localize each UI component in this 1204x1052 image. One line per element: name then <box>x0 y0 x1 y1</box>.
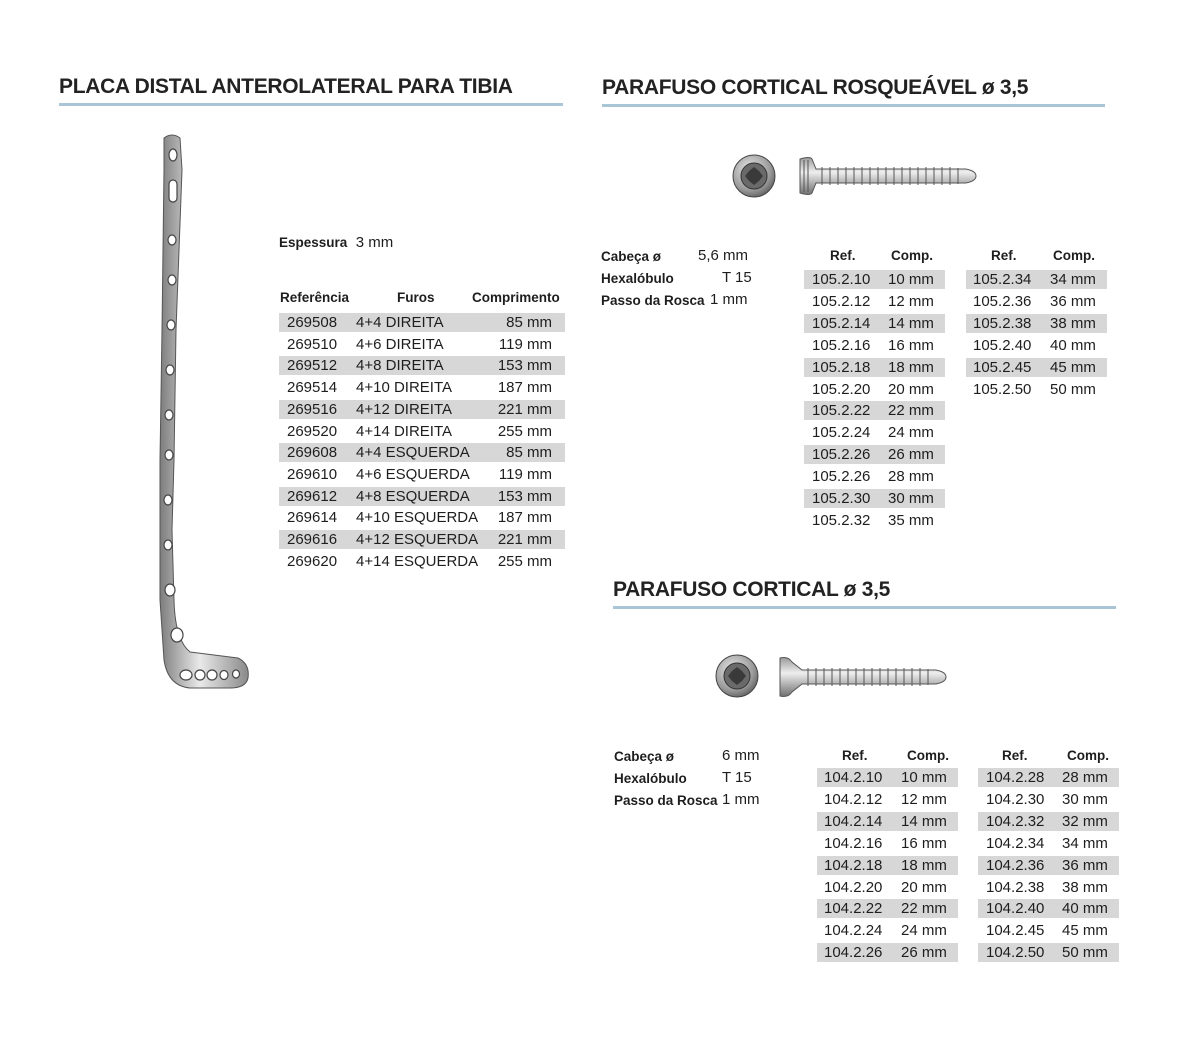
cortical-cell-ref: 104.2.32 <box>986 812 1045 830</box>
cortical-cell-comp: 16 mm <box>901 834 947 852</box>
cortical-cell-ref: 104.2.18 <box>824 856 883 874</box>
plate-table-row <box>279 378 565 397</box>
plate-cell-reference: 269610 <box>287 465 338 483</box>
plate-cell-holes: 4+14 DIREITA <box>356 422 453 440</box>
plate-table-row <box>279 443 565 462</box>
locking-col2-row <box>966 358 1107 377</box>
plate-cell-length: 85 mm <box>506 444 552 462</box>
plate-cell-length: 119 mm <box>498 335 552 353</box>
cortical-screw-side-image <box>778 656 948 698</box>
cortical-cell-ref: 104.2.38 <box>986 878 1045 896</box>
plate-table-row <box>279 508 565 527</box>
plate-header-holes: Furos <box>397 290 435 305</box>
locking-cell-ref: 105.2.22 <box>812 402 871 420</box>
plate-cell-holes: 4+6 DIREITA <box>356 335 444 353</box>
locking-cell-comp: 50 mm <box>1050 380 1096 398</box>
plate-table-row <box>279 422 565 441</box>
locking-cell-ref: 105.2.32 <box>812 511 871 529</box>
plate-cell-holes: 4+4 ESQUERDA <box>356 444 470 462</box>
cortical-spec-head-label: Cabeça ø <box>614 749 675 764</box>
plate-title: PLACA DISTAL ANTEROLATERAL PARA TIBIA <box>59 75 513 98</box>
cortical-col1-row <box>817 768 958 787</box>
cortical-screw-head-image <box>715 654 759 698</box>
locking-cell-ref: 105.2.34 <box>973 271 1032 288</box>
plate-table-row <box>279 552 565 571</box>
plate-header-reference: Referência <box>280 290 350 305</box>
locking-spec-pitch-label: Passo da Rosca <box>601 293 705 308</box>
locking-cell-comp: 22 mm <box>888 402 934 420</box>
plate-cell-holes: 4+6 ESQUERDA <box>356 465 470 483</box>
plate-cell-holes: 4+8 DIREITA <box>356 357 444 375</box>
cortical-col1-row <box>817 899 958 918</box>
plate-cell-length: 85 mm <box>506 314 552 331</box>
plate-table-row <box>279 335 565 354</box>
plate-cell-reference: 269608 <box>287 444 338 462</box>
plate-cell-holes: 4+8 ESQUERDA <box>356 487 470 505</box>
cortical-cell-comp: 36 mm <box>1062 856 1108 874</box>
locking-col2-row <box>966 380 1107 399</box>
cortical-cell-comp: 22 mm <box>901 900 947 918</box>
locking-cell-ref: 105.2.45 <box>973 358 1032 376</box>
locking-cell-comp: 28 mm <box>888 468 934 486</box>
locking-cell-comp: 34 mm <box>1050 271 1096 288</box>
cortical-spec-head-value: 6 mm <box>722 747 760 764</box>
plate-cell-holes: 4+4 DIREITA <box>356 314 444 331</box>
locking-cell-comp: 10 mm <box>888 271 934 288</box>
cortical-screw-title: PARAFUSO CORTICAL ø 3,5 <box>613 578 891 601</box>
locking-cell-comp: 26 mm <box>888 446 934 464</box>
cortical-col2-comp-header: Comp. <box>1067 748 1109 763</box>
locking-screw-title: PARAFUSO CORTICAL ROSQUEÁVEL ø 3,5 <box>602 76 1029 99</box>
plate-cell-reference: 269516 <box>287 400 338 418</box>
locking-spec-pitch-value: 1 mm <box>710 291 748 308</box>
locking-cell-comp: 16 mm <box>888 336 934 354</box>
locking-cell-comp: 20 mm <box>888 380 934 398</box>
locking-cell-ref: 105.2.16 <box>812 336 871 354</box>
cortical-col2-ref-header: Ref. <box>1002 748 1028 763</box>
locking-cell-ref: 105.2.50 <box>973 380 1032 398</box>
locking-col1-row <box>804 270 945 289</box>
locking-col1-row <box>804 380 945 399</box>
locking-cell-ref: 105.2.24 <box>812 424 871 442</box>
plate-table-row <box>279 487 565 506</box>
plate-cell-length: 255 mm <box>497 422 552 440</box>
locking-col1-row <box>804 292 945 311</box>
cortical-cell-ref: 104.2.10 <box>824 769 883 786</box>
plate-cell-reference: 269614 <box>287 509 338 527</box>
cortical-cell-comp: 34 mm <box>1062 834 1108 852</box>
locking-col2-row <box>966 270 1107 289</box>
cortical-cell-ref: 104.2.26 <box>824 944 883 962</box>
thickness-spec <box>279 234 393 252</box>
cortical-col1-row <box>817 878 958 897</box>
cortical-col2-row <box>978 943 1119 962</box>
locking-col1-row <box>804 314 945 333</box>
cortical-cell-comp: 38 mm <box>1062 878 1108 896</box>
cortical-cell-comp: 26 mm <box>901 944 947 962</box>
plate-table-row <box>279 465 565 484</box>
plate-table-row <box>279 356 565 375</box>
locking-cell-comp: 12 mm <box>888 292 934 310</box>
locking-col1-row <box>804 358 945 377</box>
plate-cell-holes: 4+10 ESQUERDA <box>356 509 479 527</box>
locking-cell-ref: 105.2.36 <box>973 292 1032 310</box>
plate-table-row <box>279 530 565 549</box>
locking-col1-row <box>804 401 945 420</box>
plate-cell-length: 119 mm <box>498 465 552 483</box>
cortical-cell-comp: 32 mm <box>1062 812 1108 830</box>
cortical-col2-row <box>978 856 1119 875</box>
cortical-cell-ref: 104.2.45 <box>986 922 1045 940</box>
locking-cell-ref: 105.2.12 <box>812 292 871 310</box>
plate-table-row <box>279 400 565 419</box>
tibia-plate-image <box>150 130 260 695</box>
locking-cell-comp: 35 mm <box>888 511 934 529</box>
plate-cell-reference: 269508 <box>287 314 338 331</box>
plate-cell-holes: 4+12 DIREITA <box>356 400 453 418</box>
plate-cell-reference: 269520 <box>287 422 338 440</box>
cortical-cell-ref: 104.2.50 <box>986 944 1045 962</box>
plate-table-row <box>279 313 565 332</box>
cortical-col1-row <box>817 812 958 831</box>
plate-cell-reference: 269616 <box>287 531 338 548</box>
locking-spec-hexalobe-value: T 15 <box>722 269 752 286</box>
locking-cell-ref: 105.2.10 <box>812 271 871 288</box>
locking-col1-row <box>804 467 945 486</box>
cortical-cell-comp: 40 mm <box>1062 900 1108 918</box>
plate-cell-holes: 4+12 ESQUERDA <box>356 531 479 548</box>
cortical-col1-comp-header: Comp. <box>907 748 949 763</box>
cortical-cell-comp: 30 mm <box>1062 790 1108 808</box>
cortical-cell-ref: 104.2.34 <box>986 834 1045 852</box>
plate-cell-reference: 269510 <box>287 335 338 353</box>
locking-spec-head-label: Cabeça ø <box>601 249 662 264</box>
plate-cell-reference: 269620 <box>287 552 338 570</box>
locking-col1-row <box>804 445 945 464</box>
locking-col2-ref-header: Ref. <box>991 248 1017 263</box>
plate-title-underline <box>59 103 563 106</box>
cortical-cell-comp: 10 mm <box>901 769 947 786</box>
cortical-cell-ref: 104.2.12 <box>824 790 883 808</box>
plate-cell-length: 255 mm <box>497 552 552 570</box>
cortical-spec-hexalobe-label: Hexalóbulo <box>614 771 687 786</box>
cortical-cell-comp: 12 mm <box>901 790 947 808</box>
plate-cell-reference: 269514 <box>287 379 338 397</box>
cortical-col2-row <box>978 812 1119 831</box>
thickness-label: Espessura <box>279 235 348 250</box>
locking-cell-ref: 105.2.26 <box>812 468 871 486</box>
cortical-cell-comp: 24 mm <box>901 922 947 940</box>
cortical-cell-ref: 104.2.16 <box>824 834 883 852</box>
cortical-cell-ref: 104.2.36 <box>986 856 1045 874</box>
locking-cell-ref: 105.2.26 <box>812 446 871 464</box>
plate-cell-length: 153 mm <box>497 487 552 505</box>
locking-col1-row <box>804 489 945 508</box>
plate-cell-length: 221 mm <box>497 400 552 418</box>
plate-cell-holes: 4+14 ESQUERDA <box>356 552 479 570</box>
locking-cell-comp: 14 mm <box>888 314 934 332</box>
cortical-col2-row <box>978 768 1119 787</box>
locking-cell-ref: 105.2.20 <box>812 380 871 398</box>
cortical-col1-ref-header: Ref. <box>842 748 868 763</box>
cortical-col1-row <box>817 943 958 962</box>
cortical-cell-comp: 28 mm <box>1062 769 1108 786</box>
cortical-cell-comp: 18 mm <box>901 856 947 874</box>
cortical-screw-title-underline <box>613 606 1116 609</box>
plate-header-length: Comprimento <box>472 290 560 305</box>
plate-cell-length: 187 mm <box>497 379 552 397</box>
cortical-cell-ref: 104.2.30 <box>986 790 1045 808</box>
cortical-cell-ref: 104.2.40 <box>986 900 1045 918</box>
locking-cell-ref: 105.2.38 <box>973 314 1032 332</box>
cortical-spec-pitch-value: 1 mm <box>722 791 760 808</box>
cortical-col2-row <box>978 899 1119 918</box>
locking-spec-head-value: 5,6 mm <box>698 247 749 264</box>
locking-spec-hexalobe-label: Hexalóbulo <box>601 271 674 286</box>
locking-cell-comp: 18 mm <box>888 358 934 376</box>
cortical-col2-row <box>978 921 1119 940</box>
cortical-col1-row <box>817 921 958 940</box>
locking-col2-comp-header: Comp. <box>1053 248 1095 263</box>
cortical-cell-ref: 104.2.14 <box>824 812 883 830</box>
cortical-col1-row <box>817 856 958 875</box>
cortical-col2-row <box>978 834 1119 853</box>
plate-cell-length: 187 mm <box>497 509 552 527</box>
locking-cell-comp: 45 mm <box>1050 358 1096 376</box>
cortical-col1-row <box>817 790 958 809</box>
locking-col2-row <box>966 292 1107 311</box>
locking-col1-row <box>804 423 945 442</box>
cortical-col2-row <box>978 790 1119 809</box>
locking-cell-comp: 38 mm <box>1050 314 1096 332</box>
locking-col1-row <box>804 511 945 530</box>
cortical-cell-comp: 45 mm <box>1062 922 1108 940</box>
plate-cell-reference: 269612 <box>287 487 338 505</box>
locking-cell-comp: 24 mm <box>888 424 934 442</box>
locking-cell-ref: 105.2.14 <box>812 314 871 332</box>
locking-col1-comp-header: Comp. <box>891 248 933 263</box>
cortical-spec-pitch-label: Passo da Rosca <box>614 793 718 808</box>
thickness-value: 3 mm <box>355 234 394 251</box>
locking-screw-head-image <box>732 154 776 198</box>
locking-screw-title-underline <box>602 104 1105 107</box>
plate-cell-length: 153 mm <box>497 357 552 375</box>
cortical-cell-ref: 104.2.22 <box>824 900 883 918</box>
cortical-cell-comp: 14 mm <box>901 812 947 830</box>
locking-cell-ref: 105.2.18 <box>812 358 871 376</box>
plate-cell-holes: 4+10 DIREITA <box>356 379 453 397</box>
locking-cell-comp: 30 mm <box>888 490 934 507</box>
cortical-spec-hexalobe-value: T 15 <box>722 769 752 786</box>
cortical-cell-ref: 104.2.20 <box>824 878 883 896</box>
locking-cell-ref: 105.2.30 <box>812 490 871 507</box>
cortical-cell-ref: 104.2.24 <box>824 922 883 940</box>
locking-col1-row <box>804 336 945 355</box>
locking-screw-side-image <box>798 155 978 197</box>
locking-cell-comp: 40 mm <box>1050 336 1096 354</box>
locking-cell-ref: 105.2.40 <box>973 336 1032 354</box>
locking-col2-row <box>966 314 1107 333</box>
cortical-cell-comp: 20 mm <box>901 878 947 896</box>
locking-col2-row <box>966 336 1107 355</box>
cortical-col2-row <box>978 878 1119 897</box>
cortical-col1-row <box>817 834 958 853</box>
plate-cell-reference: 269512 <box>287 357 338 375</box>
cortical-cell-comp: 50 mm <box>1062 944 1108 962</box>
locking-col1-ref-header: Ref. <box>830 248 856 263</box>
cortical-cell-ref: 104.2.28 <box>986 769 1045 786</box>
locking-cell-comp: 36 mm <box>1050 292 1096 310</box>
plate-cell-length: 221 mm <box>497 531 552 548</box>
